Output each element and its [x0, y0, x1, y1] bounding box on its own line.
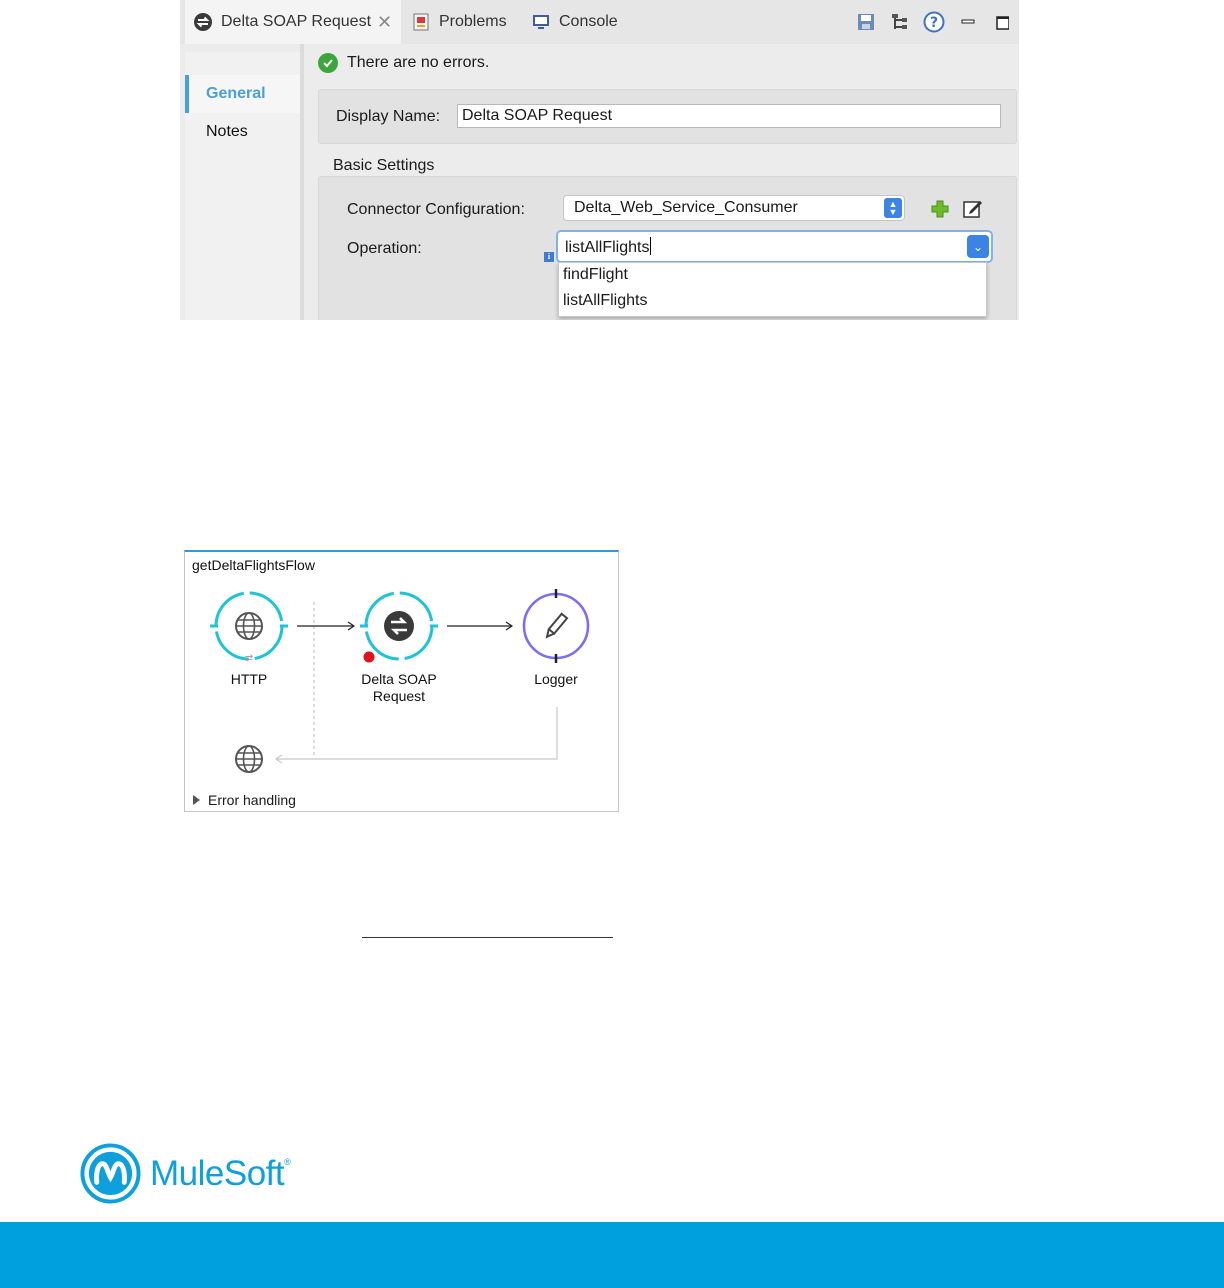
- tab-bar: [180, 0, 1019, 44]
- tab-label: Problems: [439, 13, 507, 30]
- properties-editor: [180, 0, 1019, 320]
- operation-dropdown-list: [558, 262, 987, 317]
- nav-item-general[interactable]: General: [185, 75, 300, 113]
- console-icon: [531, 12, 551, 32]
- save-icon[interactable]: [855, 11, 877, 33]
- mulesoft-logo-icon: [80, 1143, 141, 1204]
- display-name-input[interactable]: Delta SOAP Request: [457, 104, 1001, 128]
- tab-console[interactable]: [531, 0, 641, 44]
- operation-value: listAllFlights: [565, 239, 650, 256]
- view-toolbar: [855, 0, 1019, 44]
- operation-label: Operation:: [347, 240, 422, 257]
- nav-item-notes[interactable]: Notes: [206, 123, 248, 140]
- delta-soap-node[interactable]: [360, 593, 438, 663]
- minimize-icon[interactable]: [957, 11, 979, 33]
- tab-problems[interactable]: [411, 0, 521, 44]
- edit-icon[interactable]: [962, 197, 984, 224]
- soap-connector-icon: [193, 12, 213, 32]
- tab-label: Delta SOAP Request: [221, 13, 372, 30]
- exchange-icon: ⇄: [244, 653, 254, 664]
- brand-name: MuleSoft: [150, 1153, 285, 1193]
- soap-connector-icon: [384, 611, 414, 641]
- mulesoft-brand: [80, 1143, 291, 1204]
- display-name-panel: [318, 89, 1017, 144]
- tree-icon[interactable]: [889, 11, 911, 33]
- footer-bar: [0, 1222, 1224, 1288]
- http-node[interactable]: [210, 593, 288, 664]
- nav-divider: [300, 44, 304, 320]
- problems-icon: [411, 12, 431, 32]
- chevron-down-icon[interactable]: ⌄: [967, 235, 989, 258]
- side-nav: [185, 52, 300, 320]
- trademark: ®: [284, 1157, 291, 1167]
- operation-combobox[interactable]: [556, 230, 993, 263]
- horizontal-rule: [362, 937, 613, 938]
- connector-configuration-select[interactable]: [563, 195, 905, 221]
- display-name-label: Display Name:: [336, 108, 441, 125]
- connector-configuration-value: Delta_Web_Service_Consumer: [574, 199, 798, 216]
- error-indicator-icon: [364, 652, 375, 663]
- response-path: [277, 707, 557, 759]
- delta-soap-node-label: Delta SOAP Request: [361, 671, 437, 704]
- triangle-right-icon: [193, 795, 200, 805]
- operation-input[interactable]: [565, 237, 651, 257]
- error-handling-toggle[interactable]: [193, 792, 296, 808]
- close-icon[interactable]: ✕: [377, 11, 393, 32]
- logger-node-label: Logger: [534, 671, 578, 687]
- info-icon: i: [544, 252, 554, 262]
- flow-canvas: [184, 550, 619, 812]
- add-icon[interactable]: [930, 199, 950, 224]
- logger-node[interactable]: [524, 589, 588, 663]
- tab-delta-soap-request[interactable]: [185, 0, 401, 44]
- updown-icon: ▲ ▼: [884, 198, 902, 218]
- flow-name: getDeltaFlightsFlow: [192, 557, 315, 573]
- connector-configuration-label: Connector Configuration:: [347, 201, 525, 218]
- svg-text:?: ?: [929, 15, 939, 31]
- globe-icon: [236, 746, 262, 772]
- text-caret: [650, 237, 651, 255]
- help-icon[interactable]: [923, 11, 945, 33]
- status-message: There are no errors.: [347, 54, 490, 71]
- maximize-icon[interactable]: [991, 11, 1013, 33]
- section-title: Basic Settings: [333, 157, 435, 174]
- error-handling-label: Error handling: [208, 792, 296, 808]
- operation-option[interactable]: findFlight: [563, 266, 628, 283]
- operation-option[interactable]: listAllFlights: [563, 292, 648, 309]
- check-icon: [318, 53, 338, 73]
- status-line: [318, 53, 489, 73]
- http-node-label: HTTP: [230, 671, 268, 687]
- tab-label: Console: [559, 13, 618, 30]
